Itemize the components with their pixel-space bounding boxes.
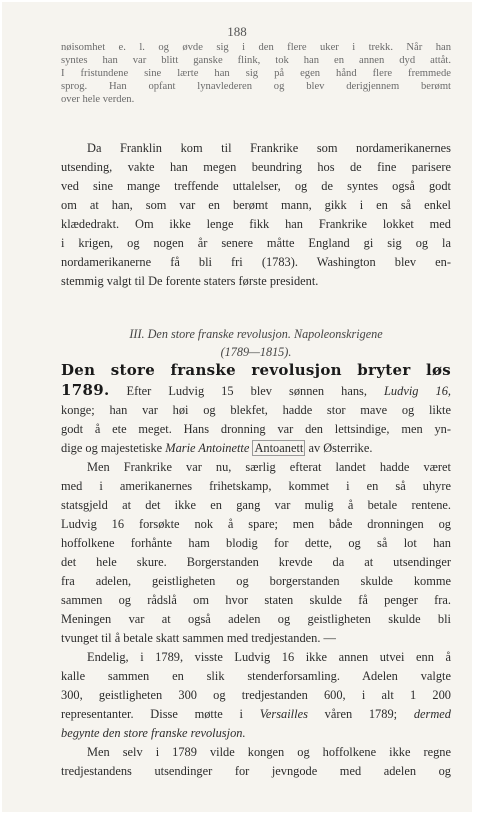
text-line: med i amerikanernes frihetskamp, kommet i en så uhyre	[61, 479, 451, 493]
text-line: klædedrakt. Om ikke lenge fikk han Frankrike lokket med	[61, 217, 451, 231]
text-line: det hele skure. Borgerstanden krevde da at utsendinger	[61, 555, 451, 569]
text-line: stemmig valgt til De forente staters første president.	[61, 274, 319, 288]
small-print-paragraph	[61, 42, 451, 107]
text-line: konge; han var høi og blekfet, hadde stor mave og likte	[61, 403, 451, 417]
text-line: hoffolkene forhånte ham blodig for dette, og så lot han	[61, 536, 451, 550]
text-line: nordamerikanerne få bli fri (1783). Washington blev en-	[61, 255, 451, 269]
text-line: Men selv i 1789 vilde kongen og hoffolkene ikke regne	[87, 745, 451, 759]
text-line: representanter. Disse møtte i Versailles våren 1789; dermed	[61, 707, 451, 721]
text-line: I fristundene sine lærte han sig på egen hånd flere fremmede	[61, 67, 451, 79]
text-line: begynte den store franske revolusjon.	[61, 726, 246, 740]
text-line: godt å ete meget. Hans dronning var den lettsindige, men yn-	[61, 422, 451, 436]
text-line: statsgjeld at det ikke en gang var mulig å betale rentene.	[61, 498, 451, 512]
text-line: Ludvig 16 forsøkte nok å spare; men både dronningen og	[61, 517, 451, 531]
text-line: Men Frankrike var nu, særlig efterat landet hadde været	[87, 460, 451, 474]
section-heading	[61, 325, 451, 361]
text-line	[61, 361, 451, 381]
text-line: 1789. Efter Ludvig 15 blev sønnen hans, Ludvig 16,	[61, 381, 451, 399]
text-line: om at han, som var en berømt mann, gikk i en så enkel	[61, 198, 451, 212]
text-line: sammen og rådslå om hvor staten skulde få penger fra.	[61, 593, 451, 607]
text-line: 300, geistligheten 300 og tredjestanden 600, i alt 1 200	[61, 688, 451, 702]
chapter-heading: Den store franske revolusjon bryter løs	[61, 361, 451, 379]
text-line: Da Franklin kom til Frankrike som nordamerikanernes	[87, 141, 451, 155]
text-line: syntes han var blitt ganske flink, tok han en annen dyd attåt.	[61, 54, 451, 66]
text-line: utsending, vakte han megen beundring hos de fine parisere	[61, 160, 451, 174]
text-line: kalle sammen en slik stenderforsamling. Adelen valgte	[61, 669, 451, 683]
text-line: sprog. Han opfant lynavlederen og blev derigjennem berømt	[61, 80, 451, 92]
text-line: fra adelen, geistligheten og borgerstanden skulde komme	[61, 574, 451, 588]
text-line: tredjestandens utsendinger for jevngode med adelen og	[61, 764, 451, 778]
text-line: i krigen, og nogen år senere måtte England gi sig og la	[61, 236, 451, 250]
main-text	[61, 361, 451, 781]
section-years: (1789—1815).	[220, 345, 292, 359]
text-line: over hele verden.	[61, 93, 135, 105]
book-page	[2, 2, 472, 812]
text-line: Endelig, i 1789, visste Ludvig 16 ikke annen utvei enn å	[87, 650, 451, 664]
page-number: 188	[227, 24, 247, 39]
text-line: tvunget til å betale skatt sammen med tredjestanden. —	[61, 631, 336, 645]
paragraph-franklin	[61, 139, 451, 291]
text-line: dige og majestetiske Marie Antoinette Antoanett av Østerrike.	[61, 441, 373, 455]
text-line: ved sine mange treffende uttalelser, og de syntes også godt	[61, 179, 451, 193]
text-line: Meningen var at også adelen og geistligheten skulde bli	[61, 612, 451, 626]
section-title: III. Den store franske revolusjon. Napoleonskrigene	[129, 327, 383, 341]
text-line: nøisomhet e. l. og øvde sig i den flere uker i trekk. Når han	[61, 42, 451, 53]
